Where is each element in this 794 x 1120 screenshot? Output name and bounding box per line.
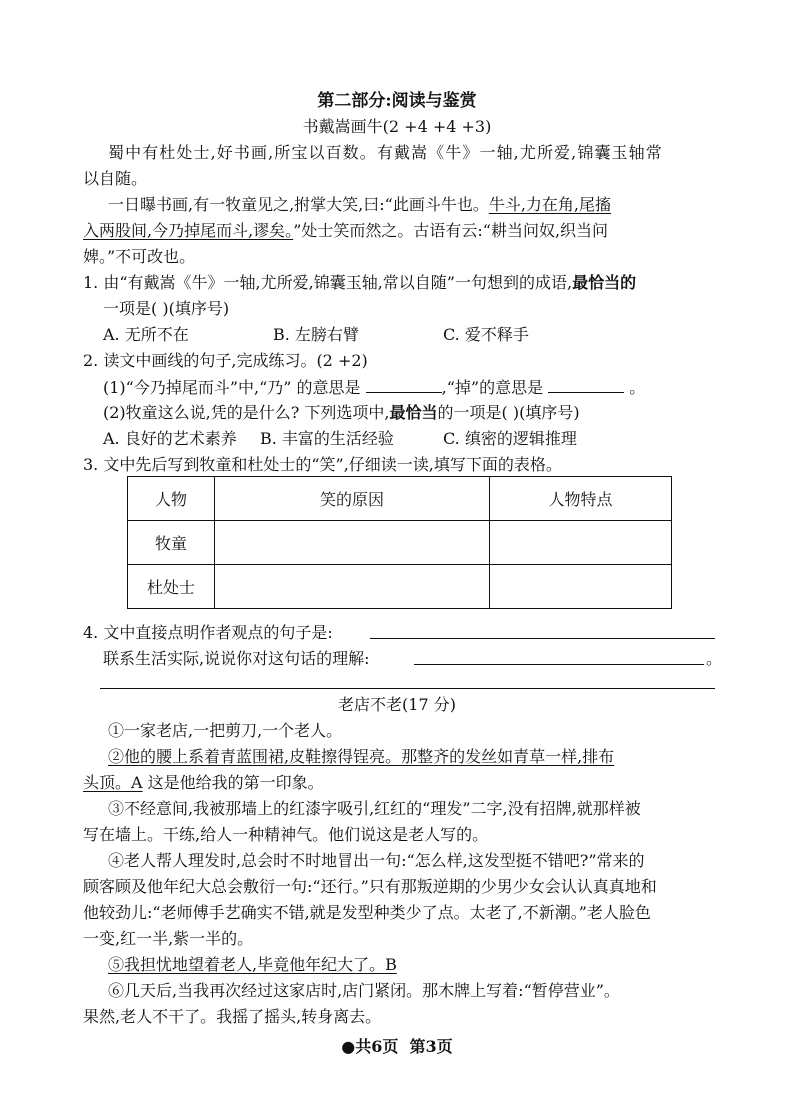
article2-p6-line2: 果然,老人不干了。我摇了摇头,转身离去。 bbox=[83, 1007, 382, 1026]
article2-p2-line2 bbox=[83, 770, 324, 796]
table-row-label-cowherd: 牧童 bbox=[128, 521, 215, 565]
q1-line2: 一项是( )(填序号) bbox=[103, 299, 230, 318]
q2-option-a: A. 良好的艺术素养 bbox=[103, 429, 237, 448]
answer-cell-cowherd-trait[interactable] bbox=[490, 521, 672, 565]
article1-p2-line2-text: ”处士笑而然之。古语有云:“耕当问奴,织当问 bbox=[293, 221, 609, 240]
article1-p1-line1: 蜀中有杜处士,好书画,所宝以百数。有戴嵩《牛》一轴,尤所爱,锦囊玉轴常 bbox=[108, 143, 663, 162]
article2-p2-line1: ②他的腰上系着青蓝围裙,皮鞋擦得锃亮。那整齐的发丝如青草一样,排布 bbox=[108, 747, 615, 766]
q1-line1 bbox=[83, 270, 636, 296]
q4-line2-end: 。 bbox=[706, 649, 723, 668]
article1-p1-line2: 以自随。 bbox=[83, 169, 148, 188]
answer-cell-cowherd-reason[interactable] bbox=[215, 521, 490, 565]
page-footer bbox=[0, 1034, 794, 1060]
q1-text: 1. 由“有戴嵩《牛》一轴,尤所爱,锦囊玉轴,常以自随”一句想到的成语, bbox=[83, 273, 573, 292]
q4-line2: 联系生活实际,说说你对这句话的理解: bbox=[103, 649, 370, 668]
q1-option-b: B. 左膀右臂 bbox=[273, 325, 359, 344]
table-header-trait: 人物特点 bbox=[490, 477, 672, 521]
article2-p2-line2-ul: 头顶。 bbox=[83, 773, 132, 792]
q2-option-b: B. 丰富的生活经验 bbox=[260, 429, 394, 448]
answer-blank-2[interactable] bbox=[548, 374, 624, 393]
mark-b: B bbox=[385, 955, 397, 974]
q2-sub2 bbox=[103, 400, 580, 426]
article2-p4-line3: 他较劲儿:“老师傅手艺确实不错,就是发型种类少了点。太老了,不新潮。”老人脸色 bbox=[83, 903, 651, 922]
answer-line-3[interactable] bbox=[100, 688, 715, 689]
q1-option-a: A. 无所不在 bbox=[103, 325, 189, 344]
q2-sub1 bbox=[103, 374, 645, 401]
q2-sub1-a: (1)“今乃掉尾而斗”中,“乃” 的意思是 bbox=[103, 378, 361, 397]
q1-bold: 最恰当的 bbox=[572, 273, 637, 292]
answer-cell-du-reason[interactable] bbox=[215, 565, 490, 609]
article2-p1: ①一家老店,一把剪刀,一个老人。 bbox=[108, 721, 343, 740]
article1-title: 书戴嵩画牛(2 +4 +4 +3) bbox=[302, 117, 492, 136]
table-row-label-du: 杜处士 bbox=[128, 565, 215, 609]
q2-option-c: C. 缜密的逻辑推理 bbox=[443, 429, 577, 448]
answer-blank-1[interactable] bbox=[366, 374, 442, 393]
part-title: 第二部分:阅读与鉴赏 bbox=[317, 91, 477, 111]
q3-line: 3. 文中先后写到牧童和杜处士的“笑”,仔细读一读,填写下面的表格。 bbox=[83, 455, 562, 474]
footer-total: 共6页 bbox=[355, 1037, 399, 1056]
table-header-person: 人物 bbox=[128, 477, 215, 521]
answer-line-1[interactable] bbox=[370, 638, 715, 639]
article2-p3-line1: ③不经意间,我被那墙上的红漆字吸引,红红的“理发”二字,没有招牌,就那样被 bbox=[108, 799, 641, 818]
article1-p2-line3: 婢。”不可改也。 bbox=[83, 247, 196, 266]
article2-title: 老店不老(17 分) bbox=[338, 695, 456, 714]
article2-p2-line2-post: 这是他给我的第一印象。 bbox=[142, 773, 324, 792]
article2-p3-line2: 写在墙上。干练,给人一种精神气。他们说这是老人写的。 bbox=[83, 825, 489, 844]
underlined-sentence-part1: 牛斗,力在角,尾搐 bbox=[488, 195, 612, 214]
table-header-reason: 笑的原因 bbox=[215, 477, 490, 521]
answer-cell-du-trait[interactable] bbox=[490, 565, 672, 609]
footer-dot-icon: ● bbox=[341, 1037, 356, 1056]
table-row bbox=[128, 521, 672, 565]
article1-p2-line2 bbox=[83, 218, 608, 244]
article2-p5 bbox=[108, 952, 397, 978]
article1-p2-line1-text: 一日曝书画,有一牧童见之,拊掌大笑,曰:“此画斗牛也。 bbox=[108, 195, 489, 214]
q1-option-c: C. 爱不释手 bbox=[443, 325, 529, 344]
article1-p2-line1 bbox=[108, 192, 611, 218]
answer-table bbox=[127, 476, 672, 609]
article2-p4-line1: ④老人帮人理发时,总会时不时地冒出一句:“怎么样,这发型挺不错吧?”常来的 bbox=[108, 851, 645, 870]
article2-p6-line1: ⑥几天后,当我再次经过这家店时,店门紧闭。那木牌上写着:“暂停营业”。 bbox=[108, 981, 620, 1000]
article2-p4-line4: 一变,红一半,紫一半的。 bbox=[83, 929, 254, 948]
q2-sub2-pre: (2)牧童这么说,凭的是什么? 下列选项中, bbox=[103, 403, 390, 422]
article2-p5-ul: ⑤我担忧地望着老人,毕竟他年纪大了。 bbox=[108, 955, 386, 974]
q2-sub1-end: 。 bbox=[629, 378, 646, 397]
q2-line: 2. 读文中画线的句子,完成练习。(2 +2) bbox=[83, 351, 368, 370]
article2-p4-line2: 顾客顾及他年纪大总会敷衍一句:“还行。”只有那叛逆期的少男少女会认认真真地和 bbox=[83, 877, 657, 896]
table-row bbox=[128, 565, 672, 609]
underlined-sentence-part2: 入两股间,今乃掉尾而斗,谬矣。 bbox=[83, 221, 294, 240]
answer-line-2[interactable] bbox=[414, 664, 704, 665]
q2-sub1-b: ,“掉”的意思是 bbox=[441, 378, 544, 397]
mark-a: A bbox=[131, 773, 143, 792]
q4-line1: 4. 文中直接点明作者观点的句子是: bbox=[83, 623, 333, 642]
q2-sub2-bold: 最恰当 bbox=[389, 403, 438, 422]
table-header-row bbox=[128, 477, 672, 521]
footer-page: 第3页 bbox=[409, 1037, 453, 1056]
q2-sub2-post: 的一项是( )(填序号) bbox=[437, 403, 580, 422]
